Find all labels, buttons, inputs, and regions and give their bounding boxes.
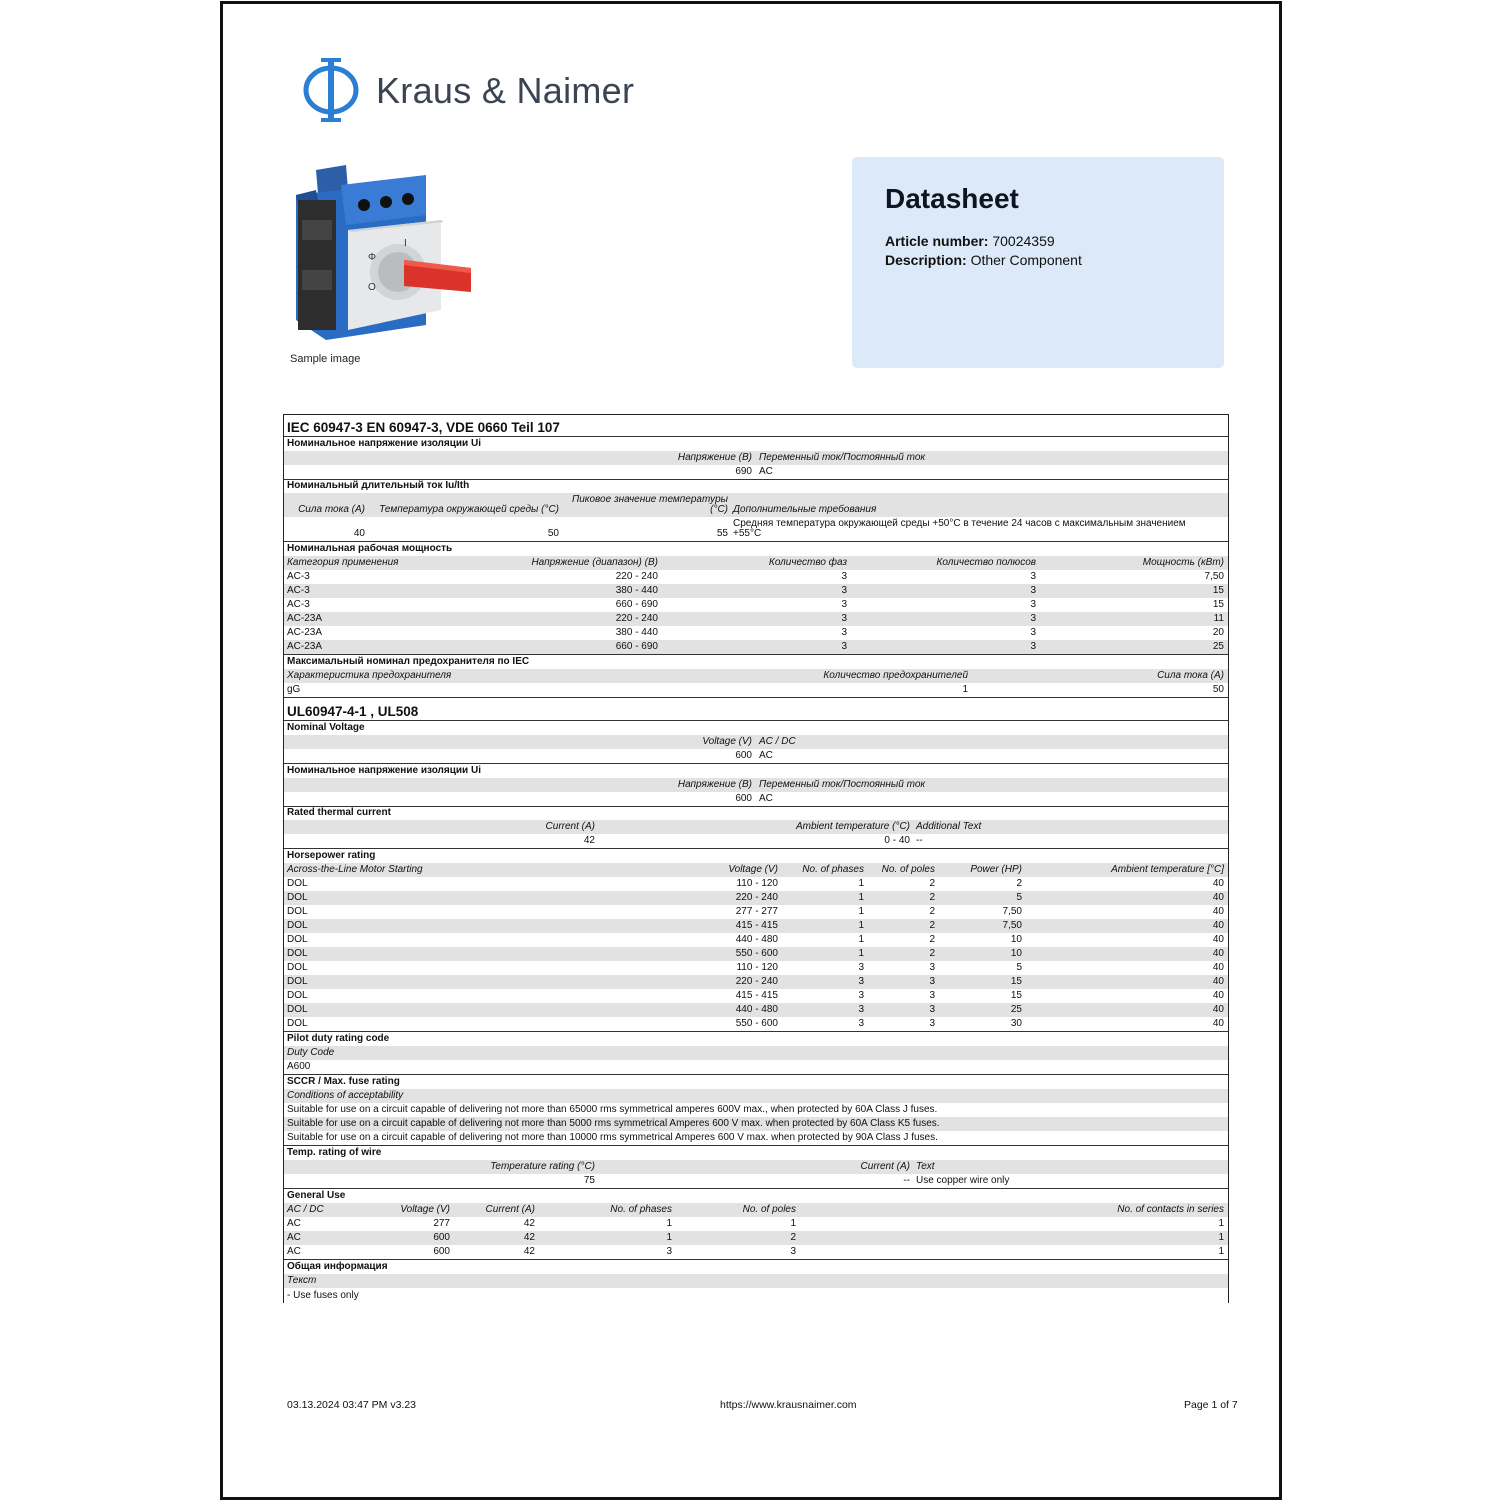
ul-general-title: General Use	[284, 1189, 1228, 1204]
ul-nominal-title: Nominal Voltage	[284, 721, 1228, 736]
table-row: AC 600 42 3 3 1	[284, 1245, 1228, 1260]
table-row: AC-23A 660 - 690 3 3 25	[284, 640, 1228, 655]
svg-text:I: I	[404, 238, 407, 249]
table-row: DOL 220 - 240 3 3 15 40	[284, 975, 1228, 989]
table-row: Suitable for use on a circuit capable of delivering not more than 10000 rms symmetrical Amperes 600 V max. when protected by 90A Class J fuses.	[284, 1131, 1228, 1146]
image-caption: Sample image	[290, 353, 361, 365]
table-row: DOL 415 - 415 1 2 7,50 40	[284, 919, 1228, 933]
ul-nominal-values: 600 AC	[284, 749, 1228, 764]
footer-timestamp: 03.13.2024 03:47 PM v3.23	[287, 1399, 417, 1411]
table-row: AC-23A 220 - 240 3 3 11	[284, 612, 1228, 626]
table-row: Suitable for use on a circuit capable of delivering not more than 5000 rms symmetrical Amperes 600 V max. when protected by 60A Class K5 fuses.	[284, 1117, 1228, 1131]
datasheet-title: Datasheet	[885, 183, 1019, 214]
iec-thermal-header: Сила тока (А) Температура окружающей среды (°C) Пиковое значение температуры (°C) Дополнительные требования	[284, 493, 1228, 517]
ul-sccr-title: SCCR / Max. fuse rating	[284, 1075, 1228, 1090]
svg-text:Φ: Φ	[368, 252, 376, 263]
article-number-value: 70024359	[992, 233, 1055, 249]
ul-wire-title: Temp. rating of wire	[284, 1146, 1228, 1161]
table-row: DOL 415 - 415 3 3 15 40	[287, 990, 1224, 1001]
ul-thermal-values: 42 0 - 40 --	[284, 834, 1228, 849]
table-row: DOL 440 - 480 3 3 25 40	[284, 1003, 1228, 1017]
specification-table	[283, 414, 1229, 1303]
ul-sccr-header: Conditions of acceptability	[284, 1089, 1228, 1103]
product-image	[286, 160, 476, 345]
ul-insulation-title: Номинальное напряжение изоляции Ui	[284, 764, 1228, 779]
ul-wire-header: Temperature rating (°C) Current (A) Text	[284, 1160, 1228, 1174]
ul-hp-title: Horsepower rating	[284, 849, 1228, 864]
ul-wire-values: 75 -- Use copper wire only	[284, 1174, 1228, 1189]
ul-general-header: AC / DC Voltage (V) Current (A) No. of phases No. of poles No. of contacts in series	[284, 1203, 1228, 1217]
iec-thermal-values: 40 50 55 Средняя температура окружающей среды +50°C в течение 24 часов с максимальным значением +55°C	[284, 517, 1228, 542]
footer-page-number: Page 1 of 7	[1184, 1399, 1238, 1411]
iec-insulation-title: Номинальное напряжение изоляции Ui	[284, 437, 1228, 452]
iec-insulation-header: Напряжение (В) Переменный ток/Постоянный ток	[284, 451, 1228, 465]
iec-section-title: IEC 60947-3 EN 60947-3, VDE 0660 Teil 107	[284, 419, 1228, 437]
description-value: Other Component	[970, 252, 1082, 268]
iec-fuse-title: Максимальный номинал предохранителя по IEC	[284, 655, 1228, 670]
table-row: DOL 550 - 600 3 3 30 40	[284, 1017, 1228, 1032]
ul-thermal-header: Current (A) Ambient temperature (°C) Additional Text	[284, 820, 1228, 834]
ul-info-title: Общая информация	[284, 1260, 1228, 1275]
ul-section-title: UL60947-4-1 , UL508	[284, 703, 1228, 721]
table-row: AC 600 42 1 2 1	[284, 1231, 1228, 1245]
phi-logo-icon	[302, 56, 362, 126]
iec-power-title: Номинальная рабочая мощность	[284, 542, 1228, 557]
table-row: DOL 110 - 120 3 3 5 40	[287, 962, 1224, 973]
logo-text: Kraus & Naimer	[376, 70, 635, 111]
ul-insulation-header: Напряжение (В) Переменный ток/Постоянный ток	[284, 778, 1228, 792]
table-row: DOL 277 - 277 1 2 7,50 40	[287, 906, 1224, 917]
ul-hp-header: Across-the-Line Motor Starting Voltage (V) No. of phases No. of poles Power (HP) Ambient temperature [°C]	[284, 863, 1228, 877]
table-row: DOL 110 - 120 1 2 2 40	[287, 878, 1224, 889]
ul-pilot-value: A600	[284, 1060, 1228, 1075]
table-row: AC-3 380 - 440 3 3 15	[284, 584, 1228, 598]
table-row: AC 277 42 1 1 1	[287, 1218, 1224, 1229]
article-number-label: Article number:	[885, 233, 989, 249]
ul-info-value: - Use fuses only	[287, 1290, 359, 1301]
description-line	[885, 252, 1082, 268]
ul-pilot-header: Duty Code	[284, 1046, 1228, 1060]
table-row: DOL 550 - 600 1 2 10 40	[284, 947, 1228, 961]
table-row: DOL 440 - 480 1 2 10 40	[287, 934, 1224, 945]
svg-text:O: O	[368, 282, 376, 293]
ul-insulation-values: 600 AC	[284, 792, 1228, 807]
iec-insulation-values: 690 AC	[284, 465, 1228, 480]
footer-url[interactable]: https://www.krausnaimer.com	[720, 1399, 857, 1411]
table-row: AC-23A 380 - 440 3 3 20	[287, 627, 1224, 638]
ul-info-header: Текст	[284, 1274, 1228, 1288]
datasheet-box	[852, 157, 1224, 368]
iec-fuse-header: Характеристика предохранителя Количество предохранителей Сила тока (А)	[284, 669, 1228, 683]
iec-fuse-values: gG 1 50	[284, 683, 1228, 698]
iec-thermal-title: Номинальный длительный ток Iu/Ith	[284, 479, 1228, 494]
table-row: Suitable for use on a circuit capable of delivering not more than 65000 rms symmetrical amperes 600V max., when protected by 60A Class J fuses.	[287, 1104, 938, 1115]
table-row: AC-3 220 - 240 3 3 7,50	[287, 571, 1224, 582]
article-number-line	[885, 233, 1055, 249]
description-label: Description:	[885, 252, 967, 268]
ul-pilot-title: Pilot duty rating code	[284, 1032, 1228, 1047]
iec-power-header: Категория применения Напряжение (диапазон) (В) Количество фаз Количество полюсов Мощность (кВт)	[284, 556, 1228, 570]
ul-nominal-header: Voltage (V) AC / DC	[284, 735, 1228, 749]
table-row: DOL 220 - 240 1 2 5 40	[284, 891, 1228, 905]
table-row: AC-3 660 - 690 3 3 15	[287, 599, 1224, 610]
ul-thermal-title: Rated thermal current	[284, 806, 1228, 821]
